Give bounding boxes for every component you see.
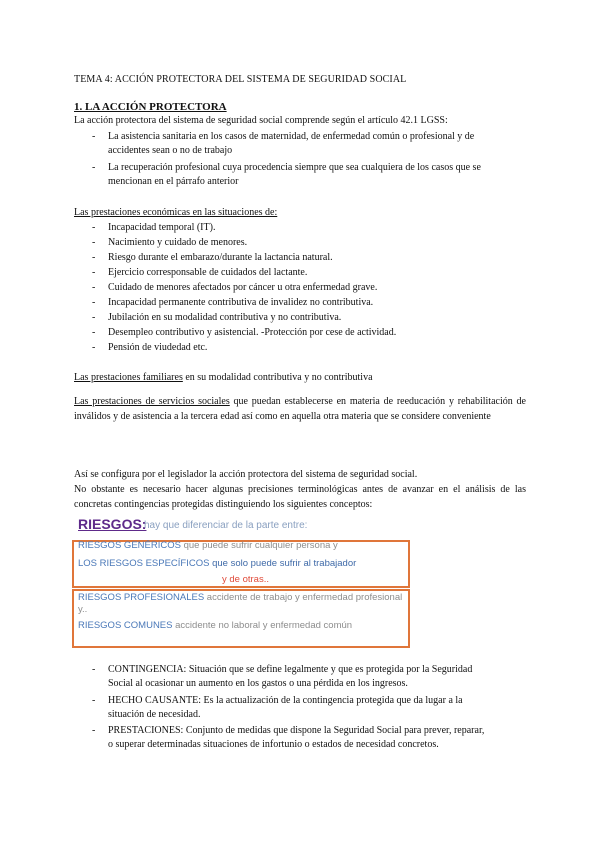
definition-line: Social al ocasionar un aumento en los gastos o una pérdida en los ingresos. [108,678,408,689]
list-dash: - [92,222,96,233]
intro-item-line: La asistencia sanitaria en los casos de maternidad, de enfermedad común o profesional y de [108,131,475,142]
list-dash: - [92,267,96,278]
generic-risks-label: RIESGOS GENÉRICOS [78,540,181,551]
professional-risks-label: RIESGOS PROFESIONALES [78,592,205,603]
specific-risks-text: que solo puede sufrir al trabajador [209,558,357,569]
professional-risks-text: accidente de trabajo y enfermedad profesional [204,592,403,603]
figure-line [78,540,338,551]
list-dash: - [92,725,96,736]
social-underlined: Las prestaciones de servicios sociales [74,396,230,407]
list-dash: - [92,342,96,353]
list-dash: - [92,252,96,263]
figure-title-rest: hay que diferenciar de la parte entre: [144,520,308,531]
generic-risks-text: que puede sufrir cualquier persona y [180,540,338,551]
definition-line: CONTINGENCIA: Situación que se define legalmente y que es protegida por la Seguridad [108,664,473,675]
configura-paragraph: Así se configura por el legislador la acción protectora del sistema de seguridad social. [74,469,418,480]
social-services-paragraph [74,395,526,424]
economic-item: Jubilación en su modalidad contributiva y no contributiva. [108,312,342,323]
list-dash: - [92,131,96,142]
economic-item: Pensión de viudedad etc. [108,342,208,353]
definition-line: o superar determinadas situaciones de infortunio o estados de necesidad concretos. [108,739,439,750]
economic-item: Desempleo contributivo y asistencial. -Protección por cese de actividad. [108,327,397,338]
list-dash: - [92,297,96,308]
specific-risks-label: LOS RIESGOS ESPECÍFICOS [78,558,210,569]
list-dash: - [92,237,96,248]
common-risks-label: RIESGOS COMUNES [78,620,173,631]
figure-line [78,592,402,603]
family-underlined: Las prestaciones familiares [74,372,183,383]
intro-item-line: La recuperación profesional cuya procedencia siempre que sea cualquiera de los casos que se [108,162,481,173]
noobstante-paragraph: No obstante es necesario hacer algunas precisiones terminológicas antes de avanzar en el análisis de las concretas contingencias protegidas distinguiendo los siguientes conceptos: [74,484,526,510]
economic-item: Incapacidad temporal (IT). [108,222,216,233]
list-dash: - [92,282,96,293]
figure-line [78,620,352,631]
figure-line-continuation: y.. [78,604,88,615]
economic-item: Incapacidad permanente contributiva de invalidez no contributiva. [108,297,374,308]
list-dash: - [92,162,96,173]
list-dash: - [92,695,96,706]
economic-item: Nacimiento y cuidado de menores. [108,237,248,248]
economic-item: Cuidado de menores afectados por cáncer u otra enfermedad grave. [108,282,378,293]
riesgos-figure [72,514,412,652]
definition-line: situación de necesidad. [108,709,201,720]
definition-line: PRESTACIONES: Conjunto de medidas que dispone la Seguridad Social para prever, reparar, [108,725,485,736]
list-dash: - [92,664,96,675]
figure-line [78,558,356,569]
intro-item-line: accidentes sean o no de trabajo [108,145,233,156]
economic-heading: Las prestaciones económicas en las situaciones de: [74,207,278,218]
common-risks-text: accidente no laboral y enfermedad común [172,620,353,631]
tema-title: TEMA 4: ACCIÓN PROTECTORA DEL SISTEMA DE SEGURIDAD SOCIAL [74,74,407,85]
family-rest: en su modalidad contributiva y no contributiva [182,372,373,383]
intro-item-line: mencionan en el párrafo anterior [108,176,239,187]
list-dash: - [92,312,96,323]
social-rest: que puedan establecerse en materia de reeducación y rehabilitación de inválidos y de asistencia a la tercera edad así como en aquella otra materia que se considere conveniente [74,396,526,422]
list-dash: - [92,327,96,338]
intro-paragraph: La acción protectora del sistema de seguridad social comprende según el artículo 42.1 LGSS: [74,115,448,126]
family-paragraph [74,371,373,385]
economic-item: Riesgo durante el embarazo/durante la lactancia natural. [108,252,333,263]
section-heading: 1. LA ACCIÓN PROTECTORA [74,101,227,113]
figure-middle-text: y de otras.. [222,574,269,585]
definition-line: HECHO CAUSANTE: Es la actualización de la contingencia protegida que da lugar a la [108,695,463,706]
economic-item: Ejercicio corresponsable de cuidados del lactante. [108,267,308,278]
figure-title: RIESGOS: [78,516,147,532]
